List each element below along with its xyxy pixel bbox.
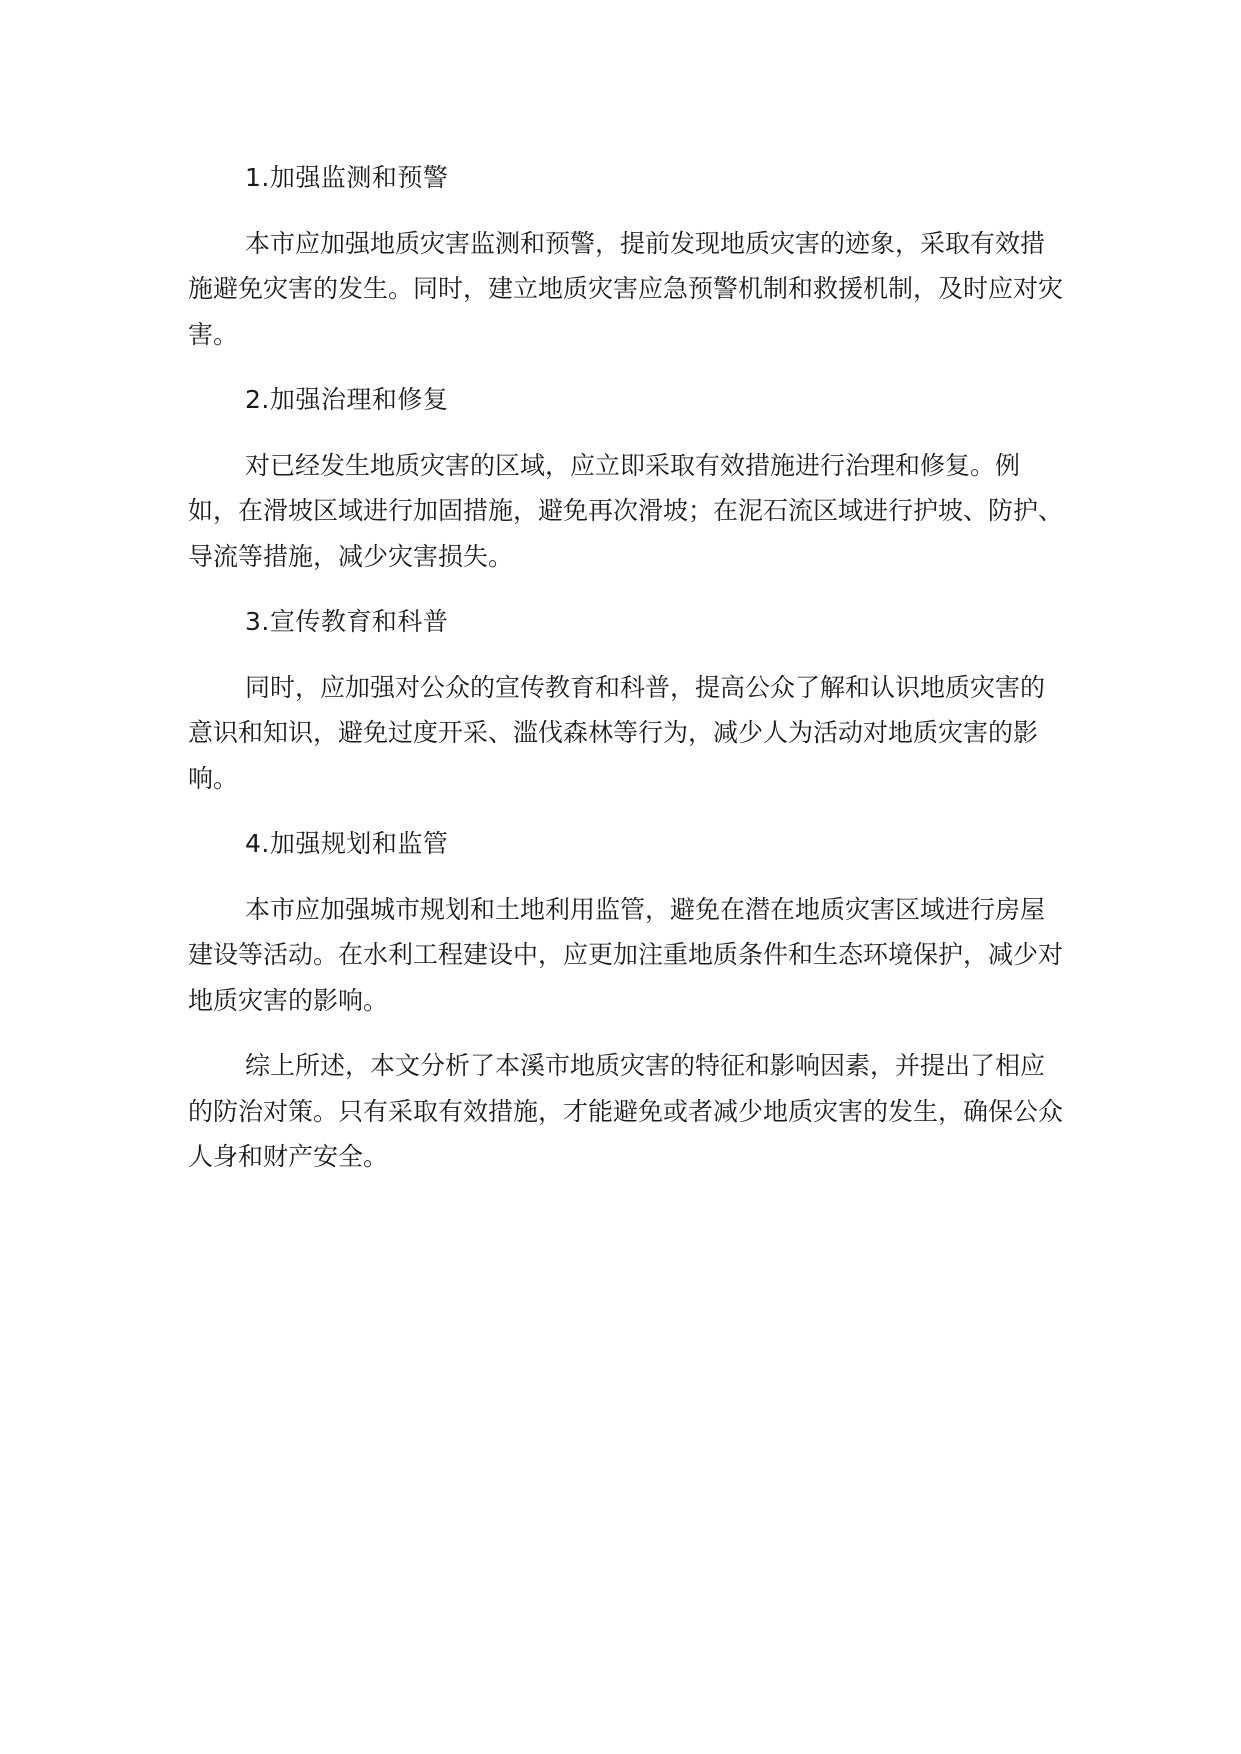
section-1-paragraph: 本市应加强地质灾害监测和预警，提前发现地质灾害的迹象，采取有效措施避免灾害的发生。同时，建立地质灾害应急预警机制和救援机制，及时应对灾害。 [188, 228, 1064, 349]
section-4-paragraph: 本市应加强城市规划和土地利用监管，避免在潜在地质灾害区域进行房屋建设等活动。在水利工程建设中，应更加注重地质条件和生态环境保护，减少对地质灾害的影响。 [188, 894, 1064, 1015]
section-2-paragraph: 对已经发生地质灾害的区域，应立即采取有效措施进行治理和修复。例如，在滑坡区域进行加固措施，避免再次滑坡；在泥石流区域进行护坡、防护、导流等措施，减少灾害损失。 [188, 450, 1064, 571]
section-4-heading: 4.加强规划和监管 [245, 829, 449, 858]
document-body [188, 155, 1068, 1200]
section-2-heading: 2.加强治理和修复 [245, 385, 449, 414]
conclusion-paragraph: 综上所述，本文分析了本溪市地质灾害的特征和影响因素，并提出了相应的防治对策。只有采取有效措施，才能避免或者减少地质灾害的发生，确保公众人身和财产安全。 [188, 1051, 1064, 1171]
section-1-heading: 1.加强监测和预警 [245, 163, 449, 192]
section-3-paragraph: 同时，应加强对公众的宣传教育和科普，提高公众了解和认识地质灾害的意识和知识，避免过度开采、滥伐森林等行为，减少人为活动对地质灾害的影响。 [188, 672, 1046, 793]
section-3-heading: 3.宣传教育和科普 [245, 607, 449, 636]
